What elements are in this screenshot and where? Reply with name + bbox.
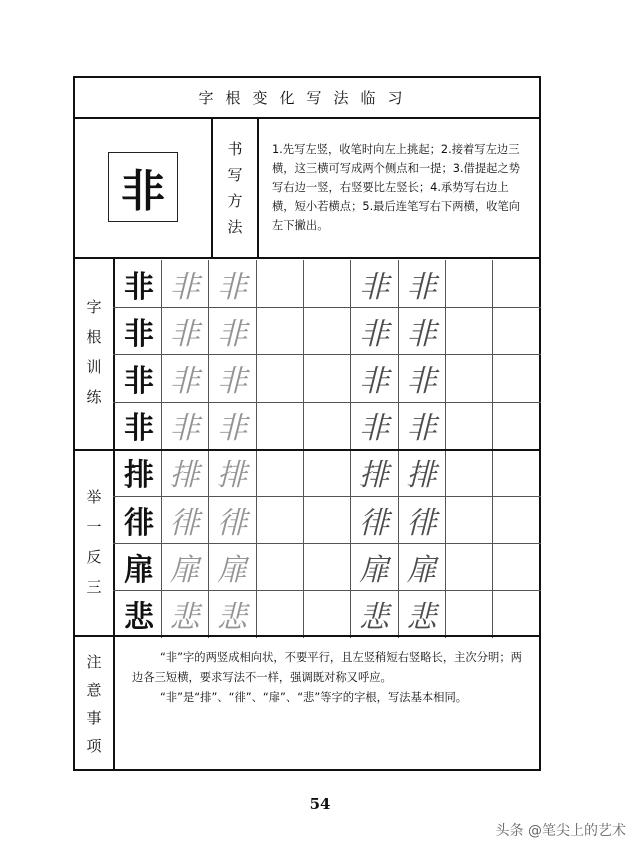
grid-cell-char: 非 <box>359 269 389 305</box>
sample-char-box <box>108 152 178 222</box>
grid-cell-char: 排 <box>217 458 247 494</box>
grid-cell-char: 非 <box>359 411 389 447</box>
grid-cell-char: 非 <box>169 269 200 305</box>
grid-cell-char: 非 <box>359 316 389 352</box>
grid-cell-char: 非 <box>217 316 247 352</box>
grid-cell-char: 徘 <box>169 505 200 541</box>
grid-cell-char: 非 <box>169 363 200 399</box>
grid-cell-char: 扉 <box>124 552 154 588</box>
grid-cell-char: 悲 <box>217 599 247 635</box>
grid-cell-char: 悲 <box>169 599 200 635</box>
grid-cell-char: 排 <box>359 458 389 494</box>
grid-cell-char: 非 <box>406 316 437 352</box>
header-col-divider-1 <box>211 118 213 258</box>
section-label-root-training: 字 根 训 练 <box>86 298 102 406</box>
frame-bottom <box>73 769 541 771</box>
grid-cell-char: 非 <box>406 363 437 399</box>
grid-cell-char: 非 <box>124 363 154 399</box>
grid-cell-char: 悲 <box>124 599 154 635</box>
page-number: 54 <box>309 795 331 813</box>
grid-cell-char: 非 <box>217 269 247 305</box>
grid-cell-char: 排 <box>406 458 437 494</box>
grid-cell-char: 扉 <box>217 552 247 588</box>
grid-cell-char: 非 <box>124 316 154 352</box>
grid-cell-char: 扉 <box>406 552 437 588</box>
section-label-inference: 举 一 反 三 <box>86 488 102 596</box>
grid-cell-char: 非 <box>406 411 437 447</box>
grid-cell-char: 非 <box>406 269 437 305</box>
grid-cell-char: 徘 <box>359 505 389 541</box>
watermark: 头条 @笔尖上的艺术 <box>495 823 626 839</box>
frame-right <box>539 76 541 771</box>
grid-cell-char: 排 <box>169 458 200 494</box>
grid-cell-char: 扉 <box>169 552 200 588</box>
grid-cell-char: 排 <box>124 458 154 494</box>
grid-cell-char: 徘 <box>124 505 154 541</box>
note-paragraph-1: “非”字的两竖成相向状，不要平行，且左竖稍短右竖略长，主次分明；两边各三短横，要求写法不一样，强调既对称又呼应。 <box>132 651 522 684</box>
grid-cell-char: 非 <box>217 411 247 447</box>
sample-char: 非 <box>121 166 165 217</box>
method-label: 书 写 方 法 <box>227 140 243 236</box>
grid-cell-char: 扉 <box>359 552 389 588</box>
grid-cell-char: 徘 <box>406 505 437 541</box>
note-paragraph-2: “非”是“排”、“徘”、“扉”、“悲”等字的字根，写法基本相同。 <box>160 691 468 704</box>
header-col-divider-2 <box>257 118 259 258</box>
notes-divider <box>73 635 541 637</box>
method-text: 1.先写左竖，收笔时向左上挑起；2.接着写左边三横，这三横可写成两个侧点和一提；3.借提起之势写右边一竖，右竖要比左竖长；4.承势写右边上横，短小若横点；5.最后连笔写右下两横，收笔向左下撇出。 <box>272 143 521 232</box>
title-divider <box>73 117 541 119</box>
grid-cell-char: 非 <box>124 269 154 305</box>
grid-cell-char: 悲 <box>406 599 437 635</box>
header-divider <box>73 257 541 259</box>
grid-cell-char: 非 <box>359 363 389 399</box>
grid-cell-char: 非 <box>217 363 247 399</box>
section-label-notes: 注 意 事 项 <box>86 653 102 755</box>
grid-cell-char: 非 <box>169 411 200 447</box>
grid-cell-char: 悲 <box>359 599 389 635</box>
grid-cell-char: 非 <box>124 411 154 447</box>
notes-text <box>132 648 526 708</box>
frame-left <box>73 76 75 771</box>
grid-cell-char: 徘 <box>217 505 247 541</box>
label-col-divider <box>113 258 115 770</box>
grid-cell-char: 非 <box>169 316 200 352</box>
page-title: 字根变化写法临习 <box>198 88 415 107</box>
